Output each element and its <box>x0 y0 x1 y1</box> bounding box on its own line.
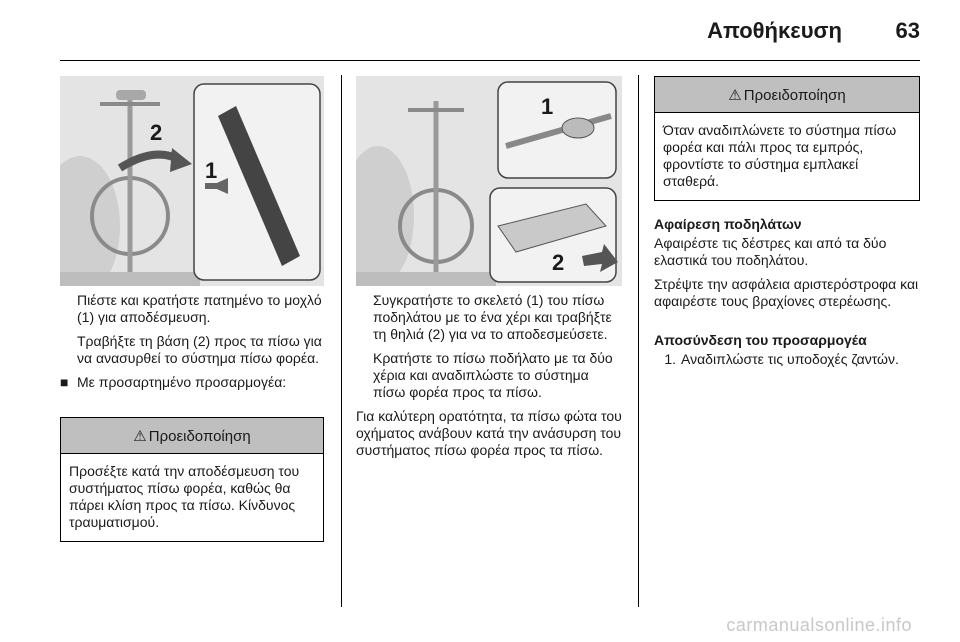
step-1 <box>654 351 922 368</box>
warning-triangle-icon-2: ⚠ <box>728 87 742 104</box>
heading-remove-bikes: Αφαίρεση ποδηλάτων <box>654 216 802 232</box>
header-divider <box>60 60 920 61</box>
column-divider-2 <box>638 75 639 607</box>
warning-body-2: Όταν αναδιπλώνετε το σύστημα πίσω φορέα και πάλι προς τα εμπρός, φροντίστε το σύστημα εμπλακεί σταθερά. <box>663 122 897 189</box>
figure-hold-bike-pull-loop <box>356 76 622 286</box>
figure-middle-callout-1: 1 <box>541 94 554 119</box>
bullet-with-adapter <box>60 374 326 391</box>
heading-disconnect-adapter: Αποσύνδεση του προσαρμογέα <box>654 332 867 348</box>
figure-left-callout-2: 2 <box>150 120 163 145</box>
paragraph-press-lever: Πιέστε και κρατήστε πατημένο το μοχλό (1) για αποδέσμευση. <box>77 292 322 325</box>
watermark: carmanualsonline.info <box>726 615 912 635</box>
warning-body: Προσέξτε κατά την αποδέσμευση του συστήματος πίσω φορέα, καθώς θα πάρει κλίση προς τα πίσω. Κίνδυνος τραυματισμού. <box>69 463 300 530</box>
paragraph-turn-lock: Στρέψτε την ασφάλεια αριστερόστροφα και αφαιρέστε τους βραχίονες στερέωσης. <box>654 276 919 309</box>
paragraph-hold-frame: Συγκρατήστε το σκελετό (1) του πίσω ποδηλάτου με το ένα χέρι και τραβήξτε τη θηλιά (2) για να το αποδεσμεύσετε. <box>373 292 612 342</box>
column-2-text <box>356 292 624 466</box>
warning-header <box>61 418 323 454</box>
warning-title-2: Προειδοποίηση <box>743 87 846 104</box>
column-divider-1 <box>341 75 342 607</box>
paragraph-fold-back: Κρατήστε το πίσω ποδήλατο με τα δύο χέρια και αναδιπλώστε το σύστημα πίσω φορέα προς τα πίσω. <box>373 350 613 400</box>
page-number: 63 <box>895 18 920 43</box>
figure-bike-carrier-release <box>60 76 324 286</box>
warning-box-fold-forward <box>654 76 920 201</box>
figure-left-callout-1: 1 <box>205 158 218 183</box>
page-title: Αποθήκευση <box>707 18 842 43</box>
step-1-text: Αναδιπλώστε τις υποδοχές ζαντών. <box>681 351 899 367</box>
warning-header-2 <box>655 77 919 113</box>
warning-box-release <box>60 417 324 542</box>
warning-title: Προειδοποίηση <box>148 428 251 445</box>
bullet-text: Με προσαρτημένο προσαρμογέα: <box>77 374 287 390</box>
figure-left-illustration <box>60 76 324 286</box>
step-1-number: 1. <box>664 351 676 367</box>
paragraph-rear-lights: Για καλύτερη ορατότητα, τα πίσω φώτα του οχήματος ανάβουν κατά την ανάσυρση του συστήματος πίσω φορέα προς τα πίσω. <box>356 408 622 458</box>
column-1-text <box>60 292 326 391</box>
warning-triangle-icon: ⚠ <box>133 428 147 445</box>
figure-middle-illustration <box>356 76 622 286</box>
column-3-text <box>654 216 922 368</box>
paragraph-pull-base: Τραβήξτε τη βάση (2) προς τα πίσω για να ανασυρθεί το σύστημα πίσω φορέα. <box>77 333 322 366</box>
bullet-mark: ■ <box>60 374 69 390</box>
figure-middle-callout-2: 2 <box>552 250 565 275</box>
paragraph-remove-straps: Αφαιρέστε τις δέστρες και από τα δύο ελαστικά του ποδηλάτου. <box>654 235 887 268</box>
